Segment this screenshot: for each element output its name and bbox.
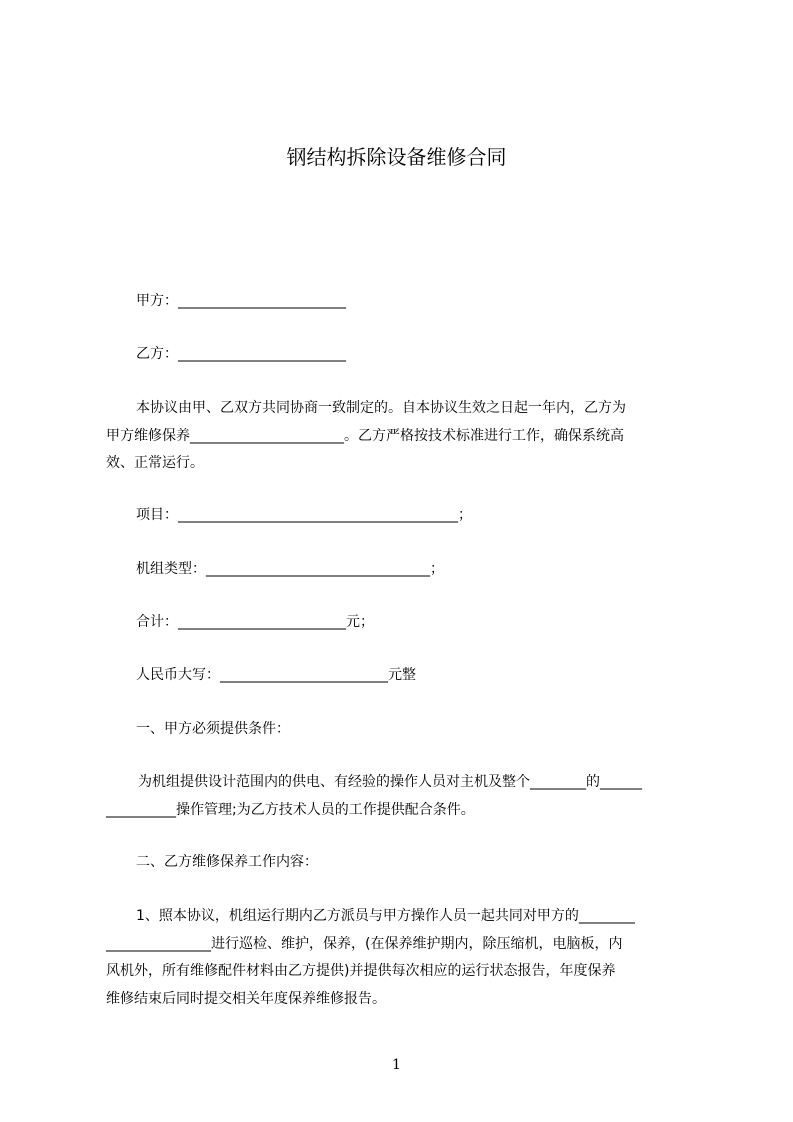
party-a-line: 甲方：________________________ (136, 293, 346, 309)
project-line: 项目：________________________________________； (136, 507, 472, 523)
section-2-item-1-line-4: 维修结束后同时提交相关年度保养维修报告。 (106, 991, 386, 1007)
section-1-line-1: 为机组提供设计范围内的供电、有经验的操作人员对主机及整个________的______ (138, 774, 642, 790)
intro-paragraph-line-1: 本协议由甲、乙双方共同协商一致制定的。自本协议生效之日起一年内，乙方为 (136, 400, 626, 416)
section-2-heading: 二、乙方维修保养工作内容： (136, 854, 318, 870)
rmb-upper-line: 人民币大写：________________________元整 (136, 667, 416, 683)
section-2-item-1-line-3: 风机外，所有维修配件材料由乙方提供)并提供每次相应的运行状态报告，年度保养 (106, 963, 616, 979)
party-b-line: 乙方：________________________ (136, 346, 346, 362)
intro-paragraph-line-3: 效、正常运行。 (106, 455, 204, 471)
page-number: 1 (392, 1057, 401, 1073)
intro-paragraph-line-2: 甲方维修保养______________________。乙方严格按技术标准进行工作，确保系统高 (106, 428, 624, 444)
section-1-heading: 一、甲方必须提供条件： (136, 721, 290, 737)
section-2-item-1-line-2: _______________进行巡检、维护，保养，(在保养维护期内，除压缩机，电脑板，内 (106, 936, 623, 952)
unit-type-line: 机组类型：________________________________； (136, 561, 444, 577)
section-1-line-2: __________操作管理;为乙方技术人员的工作提供配合条件。 (106, 802, 475, 818)
document-title: 钢结构拆除设备维修合同 (286, 145, 507, 169)
section-2-item-1-line-1: 1、照本协议，机组运行期内乙方派员与甲方操作人员一起共同对甲方的________ (136, 908, 635, 924)
total-line: 合计：________________________元； (136, 614, 374, 630)
